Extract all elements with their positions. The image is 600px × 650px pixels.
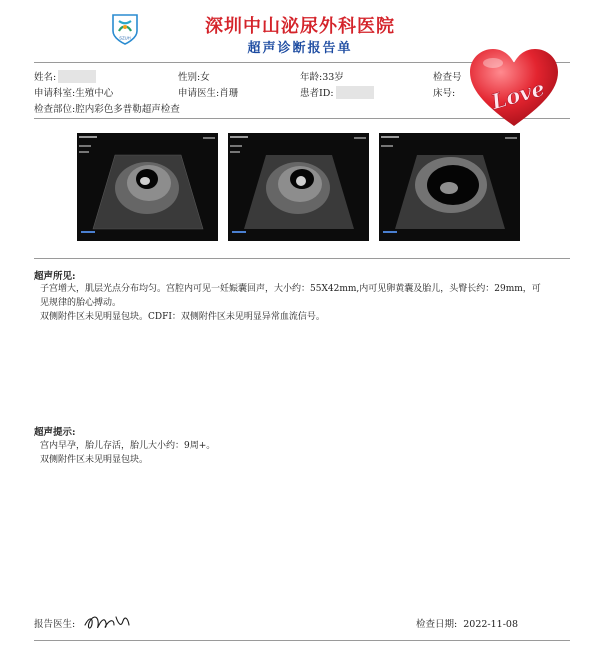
exam-date-field [416, 616, 518, 630]
exam-date-label: 检查日期: [416, 619, 458, 630]
exam-number-field [433, 69, 462, 83]
ultrasound-image-1 [77, 133, 218, 241]
department-label: 申请科室: [34, 88, 76, 99]
conclusion-line-1: 宫内早孕，胎儿存活，胎儿大小约：9周+。 [40, 441, 216, 451]
sticker-text: Love [488, 75, 548, 115]
sex-value: 女 [200, 72, 210, 83]
patient-name-label: 姓名: [34, 72, 57, 83]
requesting-doctor-label: 申请医生: [178, 88, 220, 99]
age-value: 33岁 [322, 72, 344, 83]
department-value: 生殖中心 [75, 88, 114, 99]
report-doctor-label: 报告医生: [34, 619, 76, 630]
sex-label: 性别: [178, 72, 201, 83]
department-field [34, 85, 113, 99]
patient-id-field [300, 85, 374, 99]
redacted-name [58, 70, 96, 83]
findings-heading: 超声所见: [34, 271, 76, 282]
exam-date-value: 2022-11-08 [463, 619, 519, 630]
findings-line-2: 见规律的胎心搏动。 [40, 298, 122, 308]
findings-line-3: 双侧附件区未见明显包块。CDFI：双侧附件区未见明显异常血流信号。 [40, 312, 325, 322]
redacted-patient-id [336, 86, 374, 99]
conclusion-line-2: 双侧附件区未见明显包块。 [40, 455, 149, 465]
ultrasound-image-3 [379, 133, 520, 241]
requesting-doctor-value: 肖珊 [219, 88, 239, 99]
report-title: 超声诊断报告单 [247, 41, 353, 56]
age-label: 年龄: [300, 72, 323, 83]
requesting-doctor-field [178, 85, 238, 99]
bed-number-label: 床号: [433, 88, 456, 99]
conclusion-text [40, 439, 560, 467]
bed-number-field [433, 85, 455, 99]
doctor-signature [83, 611, 131, 633]
ultrasound-image-2 [228, 133, 369, 241]
findings-line-1: 子宫增大，肌层光点分布均匀。宫腔内可见一妊娠囊回声，大小约：55X42mm,内可见卵黄囊及胎儿，头臀长约：29mm，可 [40, 284, 541, 294]
footer-divider [34, 640, 570, 641]
findings-text [40, 282, 580, 324]
heart-love-sticker-icon [466, 46, 562, 130]
patient-name-field [34, 69, 96, 83]
images-divider [34, 258, 570, 259]
patient-id-label: 患者ID: [300, 88, 334, 99]
exam-part-label: 检查部位: [34, 104, 76, 115]
hospital-name: 深圳中山泌尿外科医院 [205, 16, 395, 37]
patient-sex-field [178, 69, 210, 83]
logo-text: SZUH [119, 35, 131, 41]
exam-number-label: 检查号 [433, 72, 462, 83]
exam-part-value: 腔内彩色多普勒超声检查 [75, 104, 180, 115]
exam-part-field [34, 101, 180, 115]
conclusion-heading: 超声提示: [34, 427, 76, 438]
patient-age-field [300, 69, 344, 83]
